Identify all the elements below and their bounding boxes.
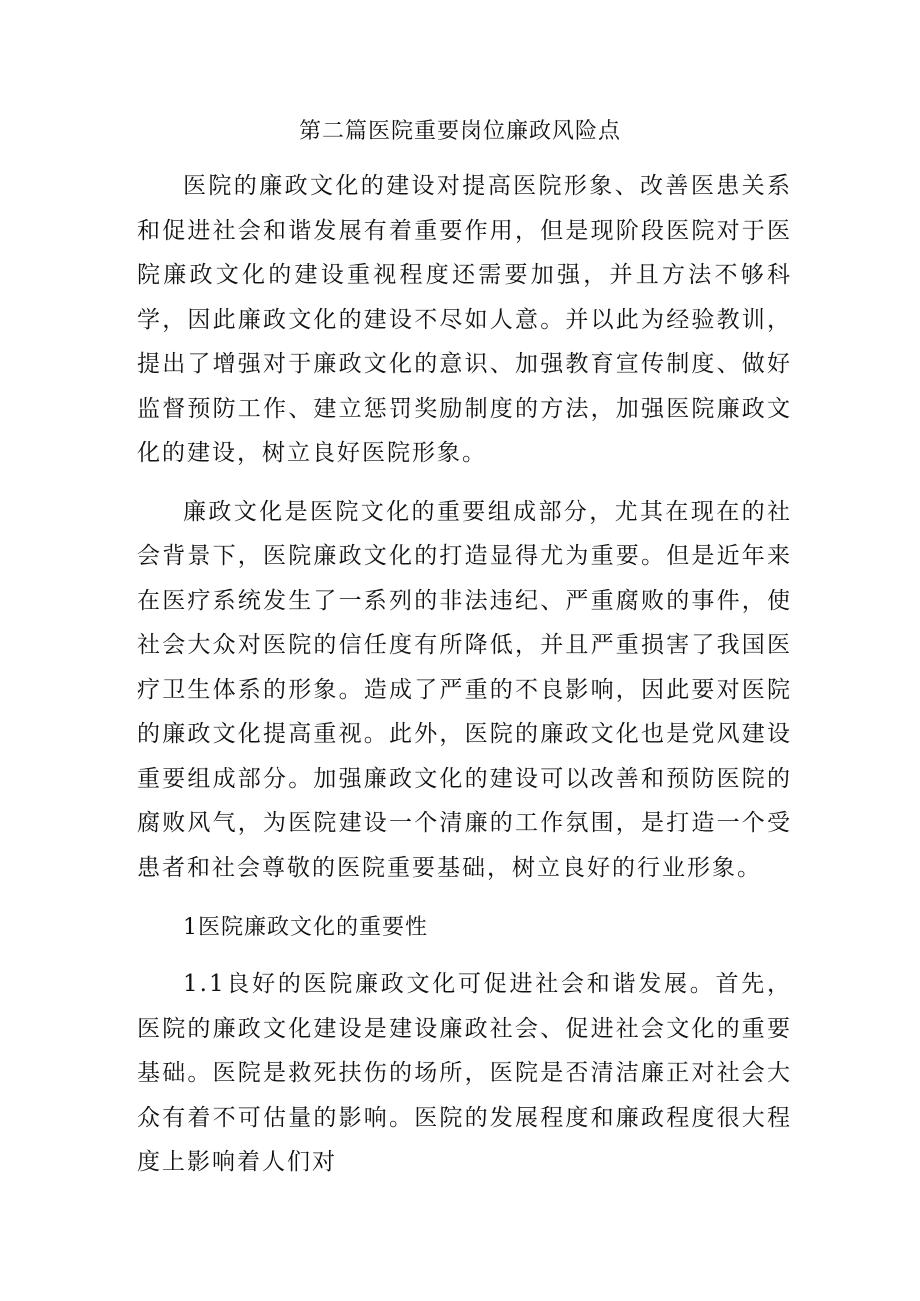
paragraph-intro: 医院的廉政文化的建设对提高医院形象、改善医患关系和促进社会和谐发展有着重要作用，但是现阶段医院对于医院廉政文化的建设重视程度还需要加强，并且方法不够科学，因此廉政文化的建设不尽如人意。并以此为经验教训，提出了增强对于廉政文化的意识、加强教育宣传制度、做好监督预防工作、建立惩罚奖励制度的方法，加强医院廉政文化的建设，树立良好医院形象。 bbox=[137, 173, 792, 466]
document-body bbox=[137, 164, 792, 1185]
section-heading: 1医院廉政文化的重要性 bbox=[183, 915, 428, 940]
document-title: 第二篇医院重要岗位廉政风险点 bbox=[298, 119, 621, 144]
paragraph-background: 廉政文化是医院文化的重要组成部分，尤其在现在的社会背景下，医院廉政文化的打造显得尤为重要。但是近年来在医疗系统发生了一系列的非法违纪、严重腐败的事件，使社会大众对医院的信任度有所降低，并且严重损害了我国医疗卫生体系的形象。造成了严重的不良影响，因此要对医院的廉政文化提高重视。此外，医院的廉政文化也是党风建设重要组成部分。加强廉政文化的建设可以改善和预防医院的腐败风气，为医院建设一个清廉的工作氛围，是打造一个受患者和社会尊敬的医院重要基础，树立良好的行业形象。 bbox=[137, 498, 792, 881]
paragraph-section-1-1: 1.1良好的医院廉政文化可促进社会和谐发展。首先，医院的廉政文化建设是建设廉政社会、促进社会文化的重要基础。医院是救死扶伤的场所，医院是否清洁廉正对社会大众有着不可估量的影响。医院的发展程度和廉政程度很大程度上影响着人们对 bbox=[137, 971, 792, 1175]
